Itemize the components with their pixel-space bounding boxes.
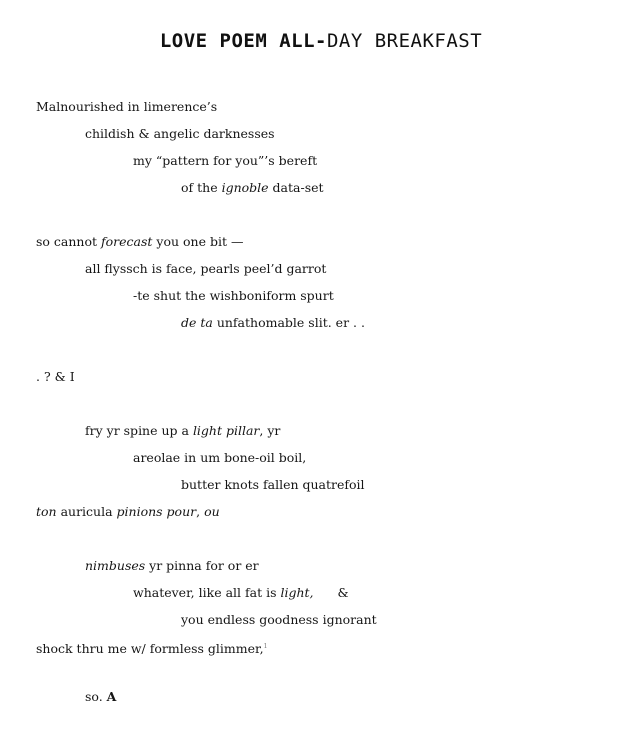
line-text: Malnourished in limerence’s xyxy=(36,99,218,114)
footnote-marker[interactable]: 1 xyxy=(263,643,268,650)
poem-line xyxy=(85,558,259,574)
poem-line xyxy=(36,369,75,385)
line-italic: ton xyxy=(36,504,57,519)
line-italic: light, xyxy=(280,585,314,600)
poem-line xyxy=(181,180,324,196)
line-text: of the xyxy=(181,180,222,195)
title-light-part: DAY BREAKFAST xyxy=(326,30,483,52)
line-text: so cannot xyxy=(36,234,101,249)
poem-line xyxy=(133,450,306,466)
title-bold-part: LOVE POEM ALL- xyxy=(159,30,327,52)
line-text: . ? & I xyxy=(36,369,75,384)
line-text: you one bit — xyxy=(152,234,244,249)
line-text: fry yr spine up a xyxy=(85,423,193,438)
line-text: data-set xyxy=(268,180,324,195)
line-text: all flyssch is face, pearls peel’d garrot xyxy=(85,261,327,276)
line-text: areolae in um bone-oil boil, xyxy=(133,450,307,465)
line-italic: ou xyxy=(204,504,220,519)
poem-line xyxy=(85,689,116,705)
poem-line xyxy=(181,477,365,493)
line-text: , yr xyxy=(259,423,281,438)
line-italic: forecast xyxy=(101,234,153,249)
poem-line xyxy=(36,639,267,657)
line-text: so. xyxy=(85,689,107,704)
line-text: you endless goodness ignorant xyxy=(181,612,377,627)
poem-title xyxy=(0,30,642,52)
line-text: -te shut the wishboniform spurt xyxy=(133,288,334,303)
line-text: , xyxy=(196,504,205,519)
line-text: unfathomable slit. er . . xyxy=(212,315,365,330)
poem-line xyxy=(36,504,220,520)
line-ampersand: & xyxy=(337,585,349,600)
poem-line xyxy=(85,126,275,142)
line-text: whatever, like all fat is xyxy=(133,585,281,600)
line-text: auricula xyxy=(56,504,117,519)
line-text: shock thru me w/ formless glimmer, xyxy=(36,641,264,657)
poem-line xyxy=(85,423,280,439)
poem-line xyxy=(133,585,349,601)
poem-line xyxy=(181,315,365,331)
line-italic: de ta xyxy=(181,315,213,330)
line-italic: light pillar xyxy=(192,423,260,438)
poem-line xyxy=(36,99,217,115)
poem-line xyxy=(36,234,243,250)
poem-line xyxy=(85,261,326,277)
line-bold: A xyxy=(106,689,117,704)
line-text: butter knots fallen quatrefoil xyxy=(181,477,365,492)
line-italic: ignoble xyxy=(221,180,269,195)
line-text: my “pattern for you”’s bereft xyxy=(133,153,318,168)
poem-line xyxy=(133,153,317,169)
line-italic: pinions pour xyxy=(116,504,197,519)
poem-line xyxy=(133,288,334,304)
line-text: yr pinna for or er xyxy=(145,558,259,573)
line-italic: nimbuses xyxy=(85,558,146,573)
line-text: childish & angelic darknesses xyxy=(85,126,275,141)
poem-line xyxy=(181,612,377,628)
